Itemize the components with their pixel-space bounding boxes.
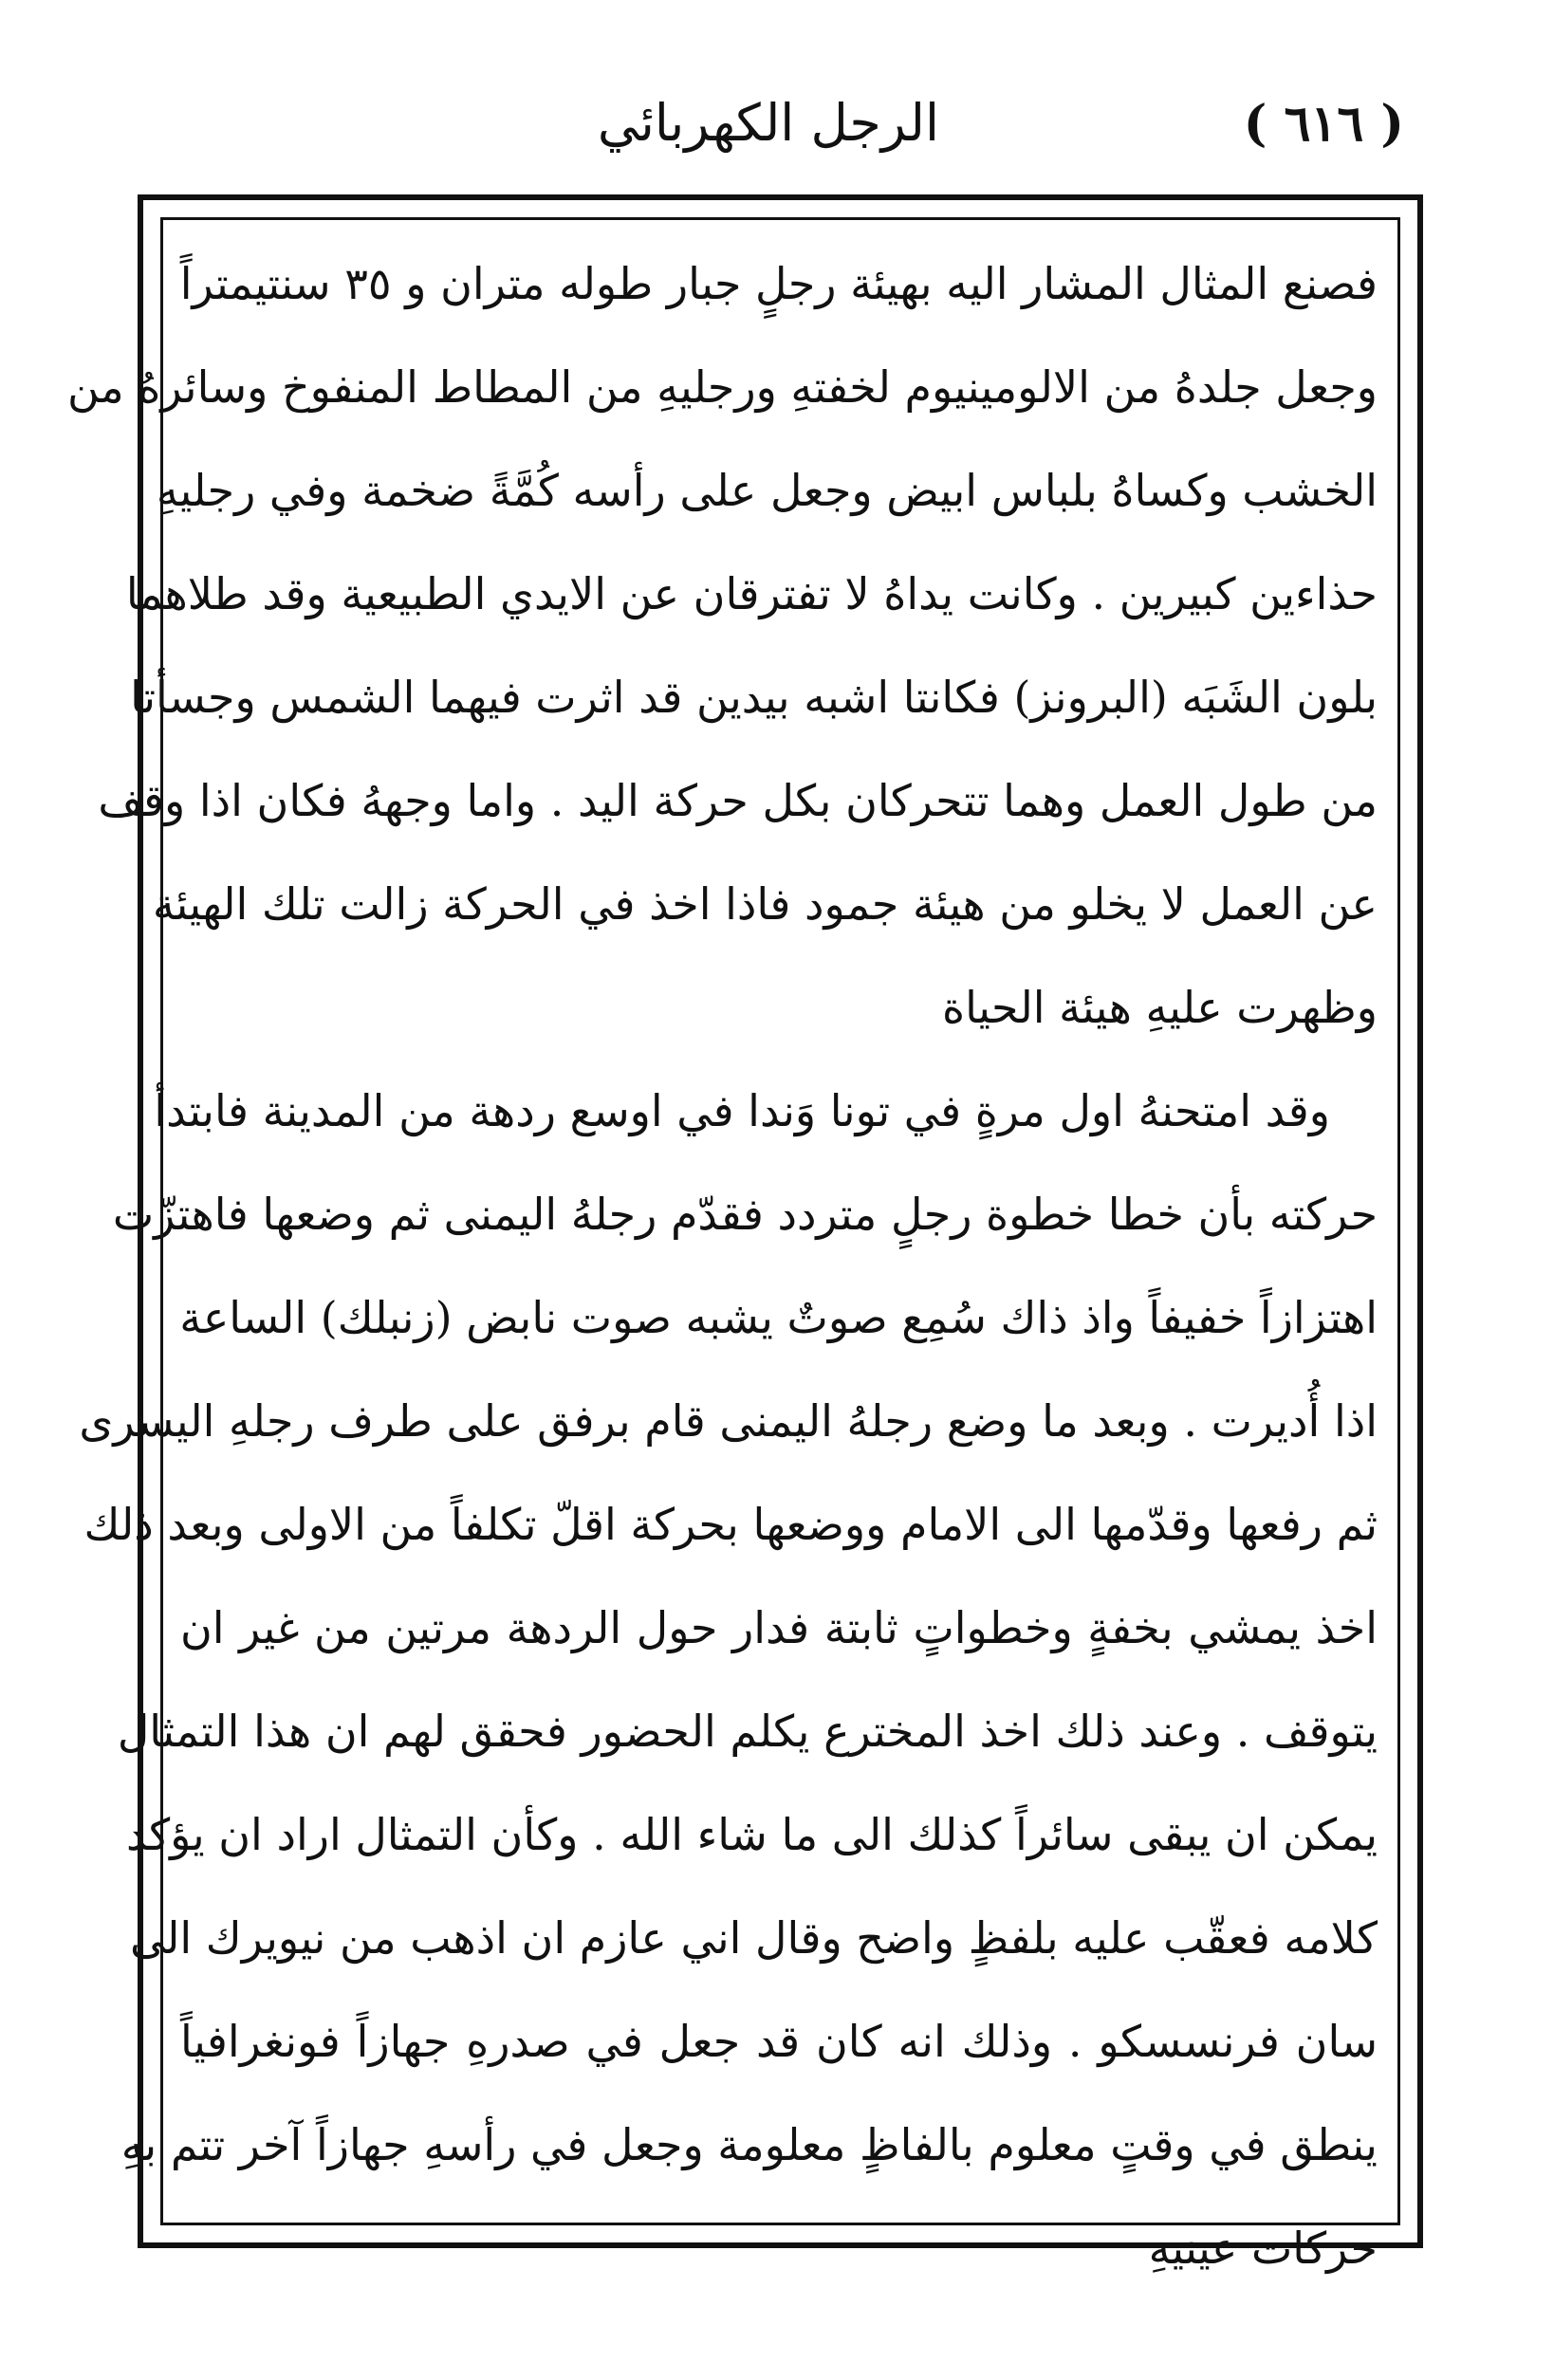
text-line: الخشب وكساهُ بلباس ابيض وجعل على رأسه كُمَّةً ضخمة وفي رجليهِ (156, 465, 1378, 516)
text-line: حركته بأن خطا خطوة رجلٍ متردد فقدّم رجلهُ اليمنى ثم وضعها فاهتزّت (112, 1189, 1378, 1240)
page-header (171, 85, 1404, 171)
body-text (67, 232, 1378, 2300)
text-line: وجعل جلدهُ من الالومينيوم لخفتهِ ورجليهِ من المطاط المنفوخ وسائرهُ من (67, 361, 1378, 413)
paragraph-2 (79, 1060, 1378, 2300)
text-line: يمكن ان يبقى سائراً كذلك الى ما شاء الله . وكأن التمثال اراد ان يؤكد (126, 1809, 1378, 1860)
text-line: ينطق في وقتٍ معلوم بالفاظٍ معلومة وجعل في رأسهِ جهازاً آخر تتم بهِ (120, 2119, 1378, 2170)
text-line: وقد امتحنهُ اول مرةٍ في تونا وَندا في اوسع ردهة من المدينة فابتدأ (154, 1085, 1330, 1136)
text-line: من طول العمل وهما تتحركان بكل حركة اليد . واما وجههُ فكان اذا وقف (98, 775, 1378, 826)
text-line: حركات عينيهِ (1148, 2223, 1378, 2274)
text-line: وظهرت عليهِ هيئة الحياة (942, 982, 1378, 1033)
text-line: ثم رفعها وقدّمها الى الامام ووضعها بحركة اقلّ تكلفاً من الاولى وبعد ذلك (83, 1499, 1378, 1550)
text-line: اخذ يمشي بخفةٍ وخطواتٍ ثابتة فدار حول الردهة مرتين من غير ان (180, 1602, 1378, 1653)
text-line: سان فرنسسكو . وذلك انه كان قد جعل في صدرهِ جهازاً فونغرافياً (180, 2016, 1378, 2067)
text-line: اذا أُديرت . وبعد ما وضع رجلهُ اليمنى قام برفق على طرف رجلهِ اليسرى (79, 1395, 1378, 1447)
text-line: اهتزازاً خفيفاً واذ ذاك سُمِع صوتٌ يشبه صوت نابض (زنبلك) الساعة (179, 1292, 1378, 1343)
text-line: فصنع المثال المشار اليه بهيئة رجلٍ جبار طوله متران و ٣٥ سنتيمتراً (179, 258, 1378, 309)
text-line: حذاءين كبيرين . وكانت يداهُ لا تفترقان عن الايدي الطبيعية وقد طلاهما (125, 568, 1378, 619)
page-number: ( ٦١٦ ) (1243, 95, 1404, 153)
text-line: عن العمل لا يخلو من هيئة جمود فاذا اخذ في الحركة زالت تلك الهيئة (152, 878, 1378, 930)
text-line: يتوقف . وعند ذلك اخذ المخترع يكلم الحضور فحقق لهم ان هذا التمثال (117, 1706, 1378, 1757)
running-title: الرجل الكهربائي (597, 93, 939, 153)
text-line: كلامه فعقّب عليه بلفظٍ واضح وقال اني عازم ان اذهب من نيويرك الى (130, 1912, 1378, 1964)
paragraph-1 (67, 232, 1378, 1060)
text-line: بلون الشَبَه (البرونز) فكانتا اشبه بيدين قد اثرت فيهما الشمس وجسأتا (130, 672, 1378, 723)
